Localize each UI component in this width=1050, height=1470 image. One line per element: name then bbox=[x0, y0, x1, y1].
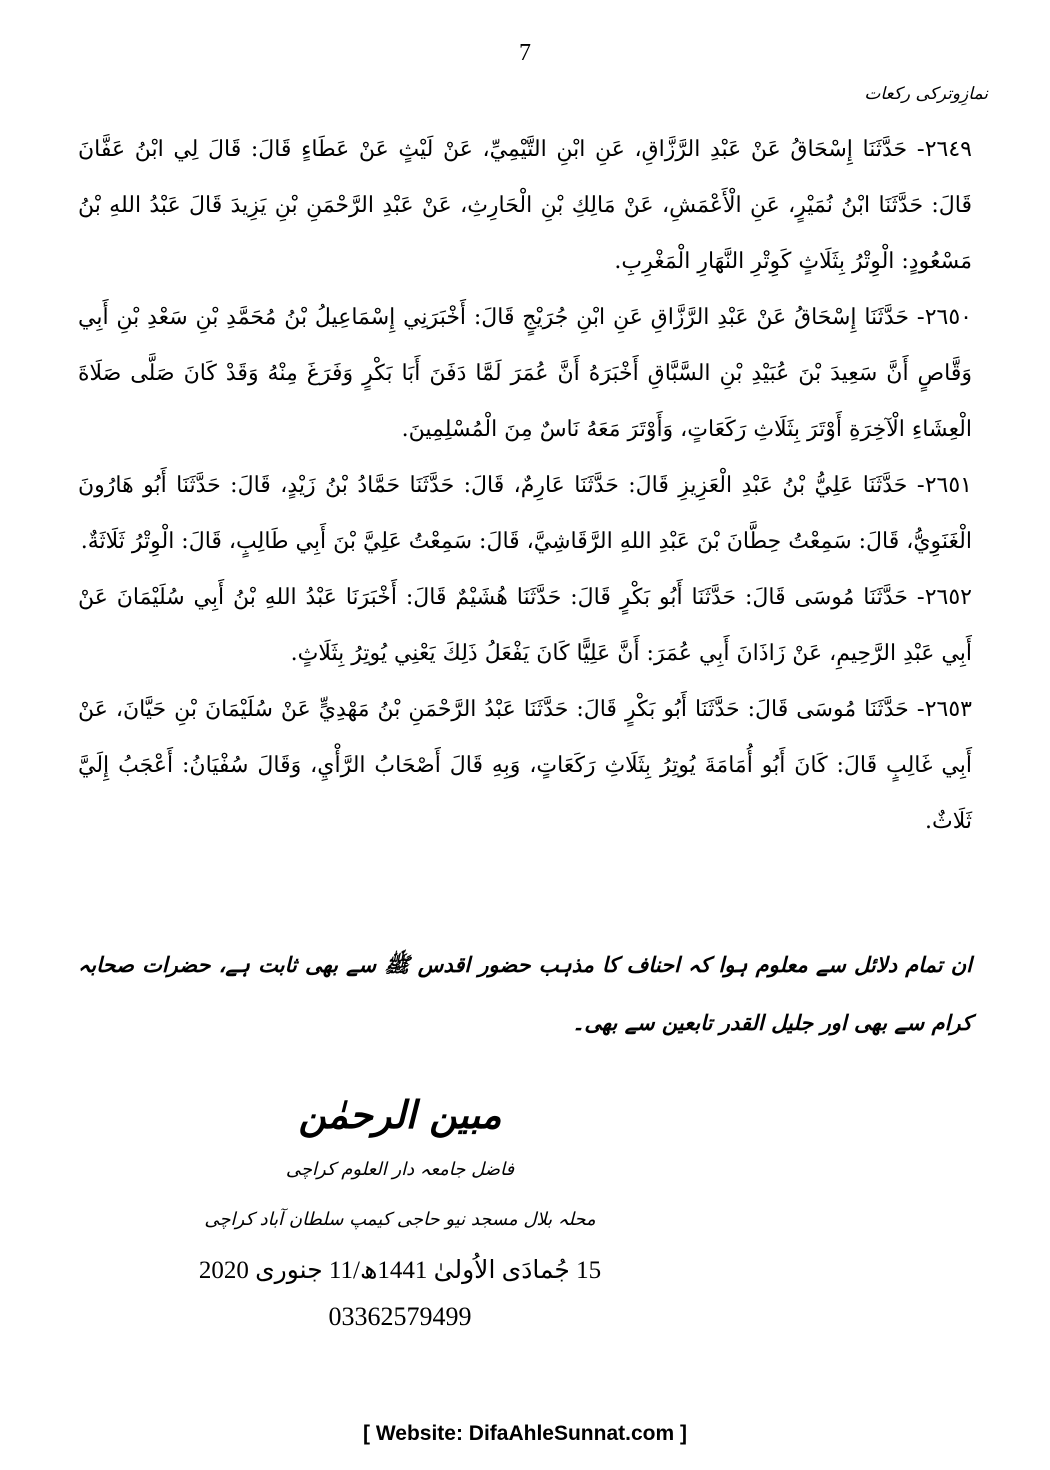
signature-block bbox=[150, 1085, 650, 1341]
hadith-number: ٢٦٥٠- bbox=[916, 305, 972, 330]
hadith-text: حَدَّثَنَا إِسْحَاقُ عَنْ عَبْدِ الرَّزَّاقِ عَنِ ابْنِ جُرَيْجٍ قَالَ: أَخْبَرَنِي إِسْمَاعِيلُ بْنُ مُحَمَّدِ بْنِ سَعْدِ بْنِ أَبِي وَقَّاصٍ أَنَّ سَعِيدَ بْنَ عُبَيْدِ بْنِ السَّبَّاقِ أَخْبَرَهُ أَنَّ عُمَرَ لَمَّا دَفَنَ أَبَا بَكْرٍ وَفَرَغَ مِنْهُ وَقَدْ كَانَ صَلَّى صَلَاةَ الْعِشَاءِ الْآخِرَةِ أَوْتَرَ بِثَلَاثِ رَكَعَاتٍ، وَأَوْتَرَ مَعَهُ نَاسٌ مِنَ الْمُسْلِمِينَ. bbox=[78, 305, 972, 442]
hadith-number: ٢٦٥١- bbox=[916, 473, 972, 498]
hadith-text: حَدَّثَنَا عَلِيُّ بْنُ عَبْدِ الْعَزِيزِ قَالَ: حَدَّثَنَا عَارِمٌ، قَالَ: حَدَّثَنَا حَمَّادُ بْنُ زَيْدٍ، قَالَ: حَدَّثَنَا أَبُو هَارُونَ الْغَنَوِيُّ، قَالَ: سَمِعْتُ حِطَّانَ بْنَ عَبْدِ اللهِ الرَّقَاشِيَّ، قَالَ: سَمِعْتُ عَلِيَّ بْنَ أَبِي طَالِبٍ، قَالَ: الْوِتْرُ ثَلَاثَةٌ. bbox=[78, 473, 972, 554]
hadith-2651 bbox=[78, 458, 972, 570]
hadith-list bbox=[78, 122, 972, 850]
hadith-number: ٢٦٥٣- bbox=[916, 697, 972, 722]
date-line: 15 جُمادَی الاُولیٰ 1441ھ/11 جنوری 2020 bbox=[198, 1257, 602, 1284]
phone-number: 03362579499 bbox=[328, 1302, 472, 1331]
author-name: مبین الرحمٰن bbox=[298, 1092, 502, 1137]
running-header: نمازِوترکی رکعات bbox=[864, 84, 988, 104]
hadith-2653 bbox=[78, 682, 972, 850]
hadith-number: ٢٦٤٩- bbox=[916, 137, 972, 162]
website-footer: [ Website: DifaAhleSunnat.com ] bbox=[363, 1422, 687, 1445]
author-title: فاضل جامعہ دار العلوم کراچی bbox=[285, 1159, 515, 1180]
hadith-text: حَدَّثَنَا مُوسَى قَالَ: حَدَّثَنَا أَبُو بَكْرٍ قَالَ: حَدَّثَنَا هُشَيْمٌ قَالَ: أَخْبَرَنَا عَبْدُ اللهِ بْنُ أَبِي سُلَيْمَانَ عَنْ أَبِي عَبْدِ الرَّحِيمِ، عَنْ زَاذَانَ أَبِي عُمَرَ: أَنَّ عَلِيًّا كَانَ يَفْعَلُ ذَلِكَ يَعْنِي يُوتِرُ بِثَلَاثٍ. bbox=[78, 585, 972, 666]
hadith-2649 bbox=[78, 122, 972, 290]
hadith-number: ٢٦٥٢- bbox=[916, 585, 972, 610]
conclusion-paragraph: ان تمام دلائل سے معلوم ہوا کہ احناف کا مذہب حضور اقدس ﷺ سے بھی ثابت ہے، حضرات صحابہ کرام سے بھی اور جلیل القدر تابعین سے بھی۔ bbox=[78, 952, 972, 1035]
page-number: 7 bbox=[519, 40, 531, 66]
hadith-2652 bbox=[78, 570, 972, 682]
author-address: محلہ بلال مسجد نیو حاجی کیمپ سلطان آباد کراچی bbox=[204, 1209, 596, 1230]
hadith-2650 bbox=[78, 290, 972, 458]
hadith-text: حَدَّثَنَا مُوسَى قَالَ: حَدَّثَنَا أَبُو بَكْرٍ قَالَ: حَدَّثَنَا عَبْدُ الرَّحْمَنِ بْنُ مَهْدِيٍّ عَنْ سُلَيْمَانَ بْنِ حَيَّانَ، عَنْ أَبِي غَالِبٍ قَالَ: كَانَ أَبُو أُمَامَةَ يُوتِرُ بِثَلَاثِ رَكَعَاتٍ، وَبِهِ قَالَ أَصْحَابُ الرَّأْيِ، وَقَالَ سُفْيَانُ: أَعْجَبُ إِلَيَّ ثَلَاثٌ. bbox=[78, 697, 972, 834]
hadith-text: حَدَّثَنَا إِسْحَاقُ عَنْ عَبْدِ الرَّزَّاقِ، عَنِ ابْنِ التَّيْمِيِّ، عَنْ لَيْثٍ عَنْ عَطَاءٍ قَالَ: قَالَ لِي ابْنُ عَفَّانَ قَالَ: حَدَّثَنَا ابْنُ نُمَيْرٍ، عَنِ الْأَعْمَشِ، عَنْ مَالِكِ بْنِ الْحَارِثِ، عَنْ عَبْدِ الرَّحْمَنِ بْنِ يَزِيدَ قَالَ عَبْدُ اللهِ بْنُ مَسْعُودٍ: الْوِتْرُ بِثَلَاثٍ كَوِتْرِ النَّهَارِ الْمَغْرِبِ. bbox=[78, 137, 972, 274]
